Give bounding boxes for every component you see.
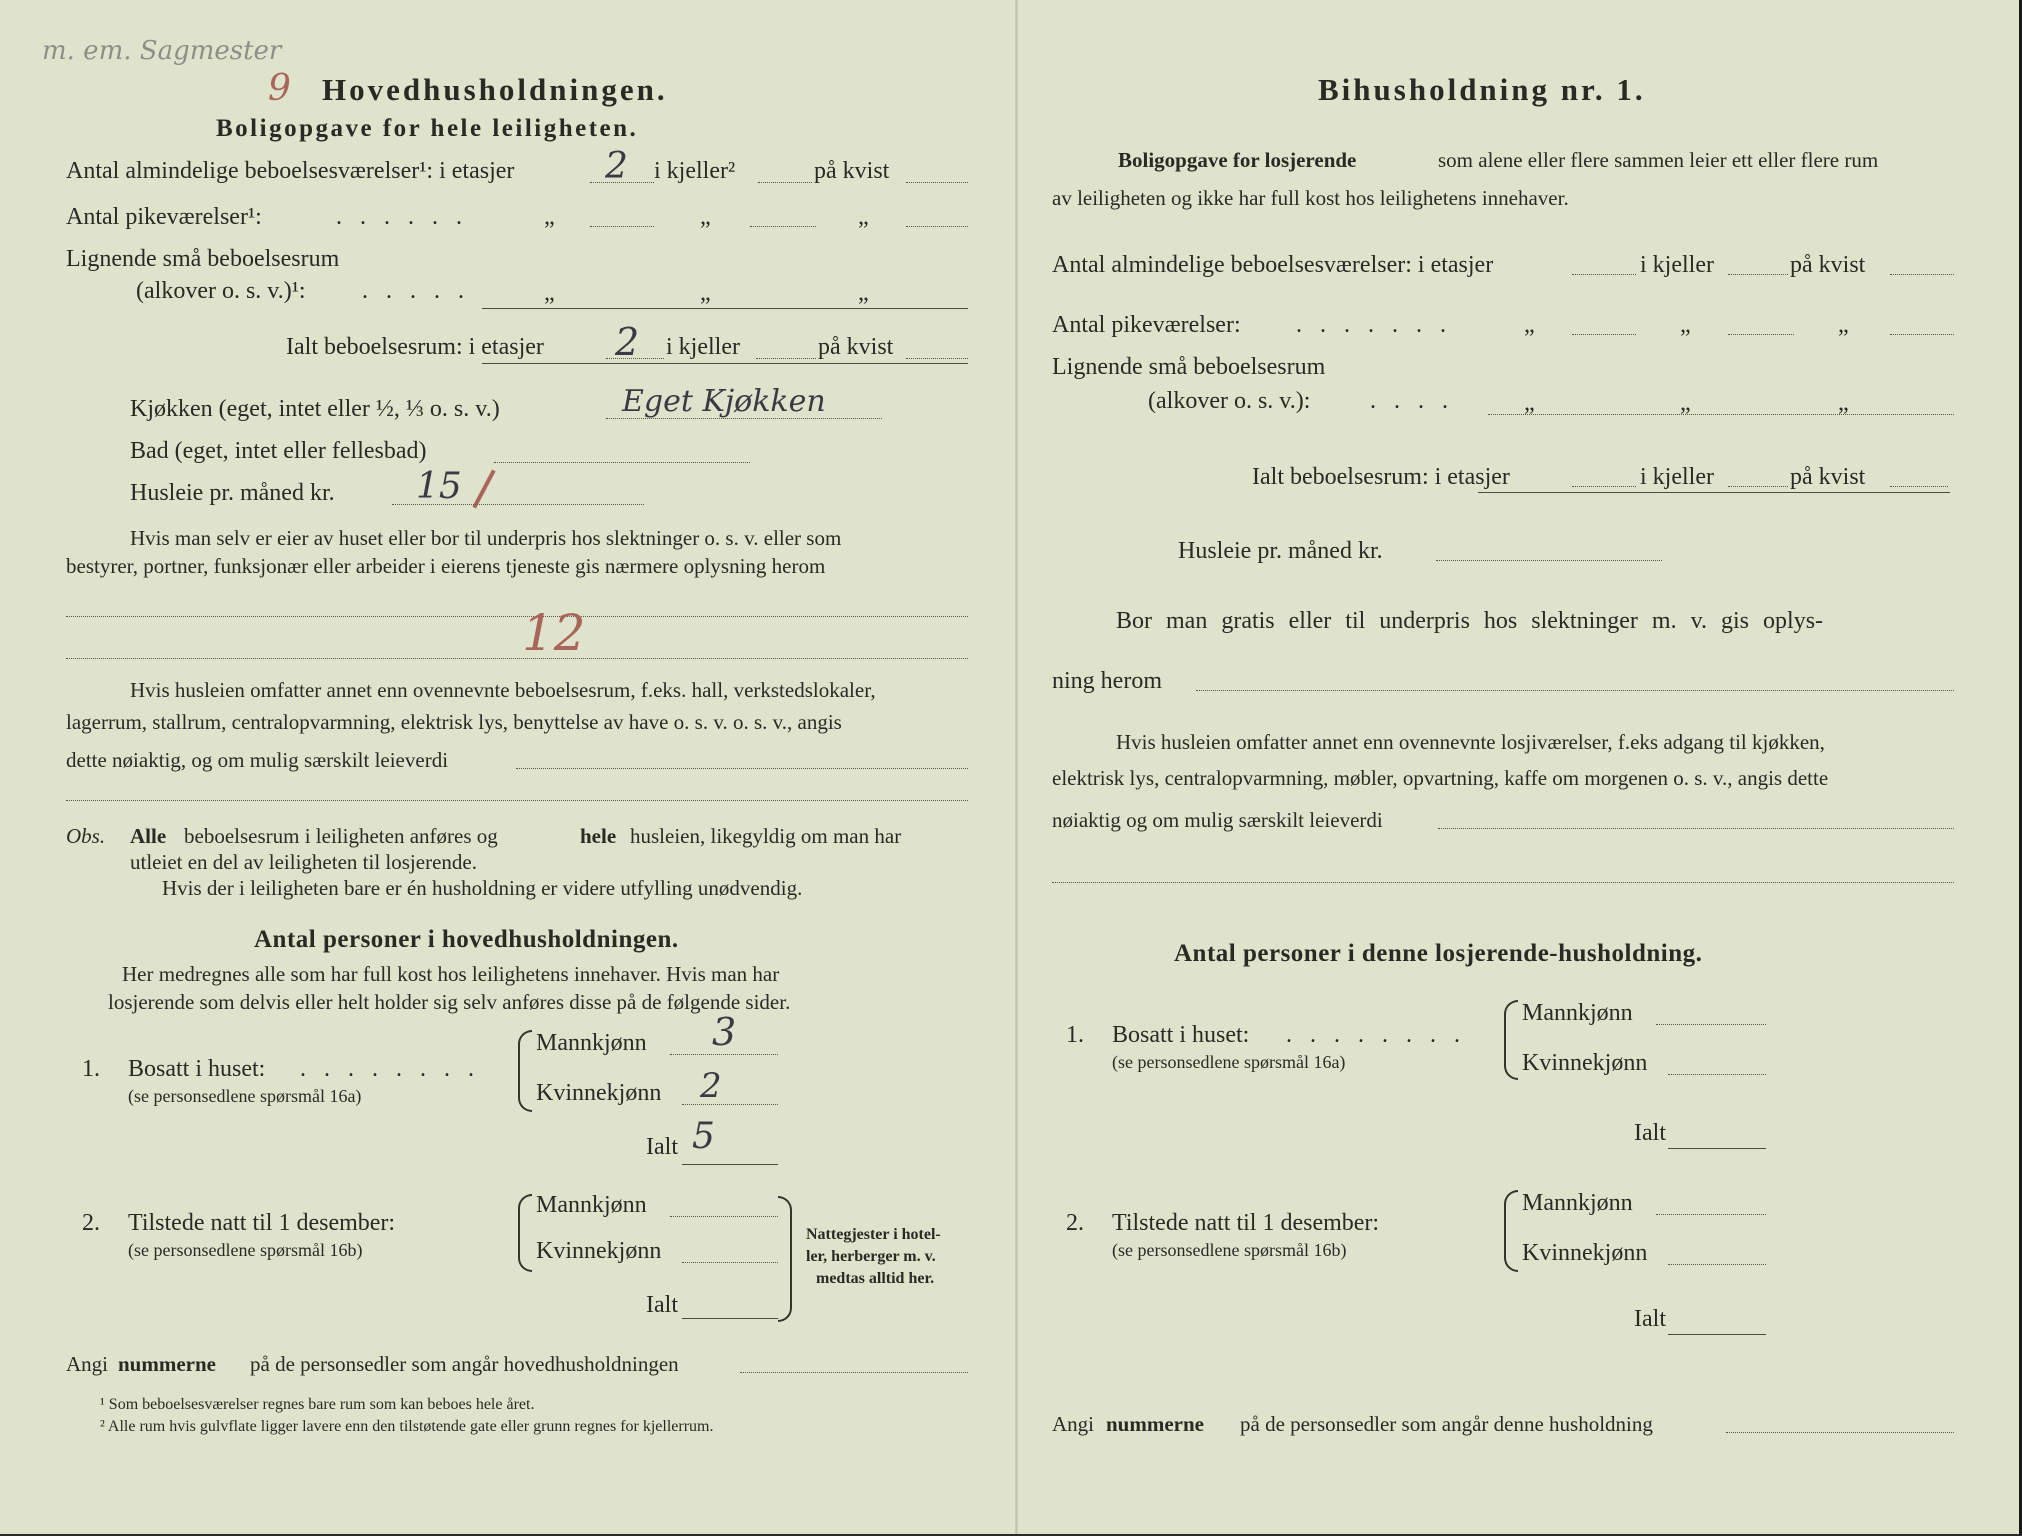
left-eier-line1: Hvis man selv er eier av huset eller bor til underpris hos slektninger o. s. v. eller som: [130, 526, 842, 550]
right-gratis-line2: ning herom: [1052, 668, 1162, 694]
left-ialt-label: Ialt beboelsesrum: i etasjer: [286, 334, 544, 360]
left-q1-ialt-value: 5: [692, 1116, 715, 1157]
left-q1-label: Bosatt i huset:: [128, 1056, 266, 1082]
left-red-note: 12: [522, 604, 586, 662]
right-omfatter-line2: elektrisk lys, centralopvarmning, møbler, opvartning, kaffe om morgenen o. s. v., angis dette: [1052, 766, 1829, 790]
left-ialt-kvist: på kvist: [818, 334, 894, 360]
right-intro-line1: som alene eller flere sammen leier ett eller flere rum: [1438, 148, 1879, 172]
footnote-1: ¹ Som beboelsesværelser regnes bare rum som kan beboes hele året.: [100, 1396, 535, 1413]
natt-note-line3: medtas alltid her.: [816, 1270, 935, 1287]
left-eier-line2: bestyrer, portner, funksjonær eller arbeider i eierens tjeneste gis nærmere oplysning herom: [66, 554, 826, 578]
left-persons-line1: Her medregnes alle som har full kost hos leilighetens innehaver. Hvis man har: [122, 962, 780, 986]
left-row3-label-a: Lignende små beboelsesrum: [66, 246, 340, 272]
left-omfatter-line1: Hvis husleien omfatter annet enn ovennevnte beboelsesrum, f.eks. hall, verkstedslokaler,: [130, 678, 876, 702]
right-q2-mann-label: Mannkjønn: [1522, 1190, 1633, 1216]
natt-note-line2: ler, herberger m. v.: [806, 1248, 936, 1265]
right-q1-mann-label: Mannkjønn: [1522, 1000, 1633, 1026]
left-row2-label: Antal pikeværelser¹:: [66, 204, 262, 230]
right-omfatter-line3: nøiaktig og om mulig særskilt leieverdi: [1052, 808, 1383, 832]
pencil-note: m. em. Sagmester: [42, 36, 282, 66]
left-q2-ialt-label: Ialt: [646, 1292, 678, 1318]
left-row1-kjeller: i kjeller²: [654, 158, 736, 184]
left-omfatter-line3: dette nøiaktig, og om mulig særskilt leieverdi: [66, 748, 449, 772]
left-q1-mann-label: Mannkjønn: [536, 1030, 647, 1056]
right-intro-bold: Boligopgave for losjerende: [1118, 148, 1357, 172]
right-row1-kjeller: i kjeller: [1640, 252, 1714, 278]
right-q2-label: Tilstede natt til 1 desember:: [1112, 1210, 1380, 1236]
left-angi-text: på de personsedler som angår hovedhusholdningen: [250, 1352, 679, 1376]
right-ialt-kvist: på kvist: [1790, 464, 1866, 490]
left-husleie-mark: [472, 470, 495, 509]
right-q2-kvinne-label: Kvinnekjønn: [1522, 1240, 1648, 1266]
left-row1-kvist: på kvist: [814, 158, 890, 184]
left-husleie-label: Husleie pr. måned kr.: [130, 480, 335, 506]
left-q2-sub: (se personsedlene spørsmål 16b): [128, 1240, 363, 1260]
left-q1-ialt-label: Ialt: [646, 1134, 678, 1160]
left-q1-kvinne-label: Kvinnekjønn: [536, 1080, 662, 1106]
left-bad-label: Bad (eget, intet eller fellesbad): [130, 438, 427, 464]
natt-note-line1: Nattegjester i hotel-: [806, 1226, 941, 1243]
right-q1-ialt-label: Ialt: [1634, 1120, 1666, 1146]
left-title: Hovedhusholdningen.: [322, 72, 668, 107]
right-q2-ialt-label: Ialt: [1634, 1306, 1666, 1332]
right-row1-kvist: på kvist: [1790, 252, 1866, 278]
right-q1-sub: (se personsedlene spørsmål 16a): [1112, 1052, 1346, 1072]
right-husleie-label: Husleie pr. måned kr.: [1178, 538, 1383, 564]
right-persons-heading: Antal personer i denne losjerende-husholdning.: [1174, 940, 1703, 967]
left-row3-label-b: (alkover o. s. v.)¹:: [136, 278, 306, 304]
left-row1-label: Antal almindelige beboelsesværelser¹: i etasjer: [66, 158, 515, 184]
left-persons-line2: losjerende som delvis eller helt holder sig selv anføres disse på de følgende sider.: [108, 990, 791, 1014]
obs-line3: Hvis der i leiligheten bare er én husholdning er videre utfylling unødvendig.: [162, 876, 803, 900]
right-intro-line2: av leiligheten og ikke har full kost hos leilighetens innehaver.: [1052, 186, 1569, 210]
left-row1-etasjer-value: 2: [605, 146, 628, 187]
footnote-2: ² Alle rum hvis gulvflate ligger lavere enn den tilstøtende gate eller grunn regnes for kjellerrum.: [100, 1418, 714, 1435]
left-omfatter-line2: lagerrum, stallrum, centralopvarmning, elektrisk lys, benyttelse av have o. s. v. o. s. v., angis: [66, 710, 842, 734]
obs-label: Obs.: [66, 824, 106, 848]
left-ialt-kjeller: i kjeller: [666, 334, 740, 360]
right-q2-sub: (se personsedlene spørsmål 16b): [1112, 1240, 1347, 1260]
obs-line2: utleiet en del av leiligheten til losjerende.: [130, 850, 477, 874]
left-q2-mann-label: Mannkjønn: [536, 1192, 647, 1218]
left-kjokken-label: Kjøkken (eget, intet eller ½, ⅓ o. s. v.): [130, 396, 500, 422]
left-q2-label: Tilstede natt til 1 desember:: [128, 1210, 396, 1236]
right-row3-label-b: (alkover o. s. v.):: [1148, 388, 1311, 414]
left-kjokken-value: Eget Kjøkken: [622, 384, 826, 419]
right-angi-text: på de personsedler som angår denne husholdning: [1240, 1412, 1653, 1436]
left-persons-heading: Antal personer i hovedhusholdningen.: [254, 926, 679, 953]
right-title: Bihusholdning nr. 1.: [1318, 72, 1646, 107]
left-q1-mann-value: 3: [712, 1010, 737, 1054]
left-husleie-value: 15: [416, 466, 462, 507]
center-fold: [1015, 0, 1018, 1536]
right-gratis-line1: Bor man gratis eller til underpris hos slektninger m. v. gis oplys-: [1116, 608, 1824, 634]
right-omfatter-line1: Hvis husleien omfatter annet enn ovennevnte losjiværelser, f.eks adgang til kjøkken,: [1116, 730, 1825, 754]
census-form-sheet: m. em. Sagmester 9 Hovedhusholdningen. Boligopgave for hele leiligheten. Antal almindelige beboelsesværelser¹: i etasjer 2 i kjeller² på kvist Antal pikeværelser¹: . . . . . . „ „ „ Lignende små beboelsesrum (alkover o. s. v.)¹: . . . . . „ „ „ Ialt beboelsesrum: i etasjer 2 i kjeller på kvist Kjøkken (eget, intet eller ½, ⅓ o. s. v.) Eget Kjøkken Bad (eget, intet eller fellesbad) Husleie pr. måned kr. 15 Hvis man selv er eier av huset eller bor til underpris hos slektninger o. s. v. eller som bestyrer, portner, funksjonær eller arbeider i eierens tjeneste gis nærmere oplysning herom 12 Hvis husleien omfatter annet enn ovennevnte beboelsesrum, f.eks. hall, verkstedslokaler, lagerrum, stallrum, centralopvarmning, elektrisk lys, benyttelse av have o. s. v. o. s. v., angis dette nøiaktig, og om mulig særskilt leieverdi Obs. Alle beboelsesrum i leiligheten anføres og hele husleien, likegyldig om man har utleiet en del av leiligheten til losjerende. Hvis der i leiligheten bare er én husholdning er videre utfylling unødvendig. Antal personer i hovedhusholdningen. Her medregnes alle som har full kost hos leilighetens innehaver. Hvis man har losjerende som delvis eller helt holder sig selv anføres disse på de følgende sider. 1. Bosatt i huset: . . . . . . . . (se personsedlene spørsmål 16a) Mannkjønn 3 Kvinnekjønn 2 Ialt 5 2. Tilstede natt til 1 desember: (se personsedlene spørsmål 16b) Mannkjønn Kvinnekjønn Ialt Nattegjester i hotel- ler, herberger m. v. medtas alltid her. Angi nummerne på de personsedler som angår hovedhusholdningen ¹ Som beboelsesværelser regnes bare rum som kan beboes hele året. ² Alle rum hvis gulvflate ligger lavere enn den tilstøtende gate eller grunn regnes for kjellerrum. Bihusholdning nr. 1. Boligopgave for losjerende som alene eller flere sammen leier ett eller flere rum av leiligheten og ikke har full kost hos leilighetens innehaver. Antal almindelige beboelsesværelser: i etasjer i kjeller på kvist Antal pikeværelser: . . . . . . . „ „ „ Lignende små beboelsesrum (alkover o. s. v.): . . . . „ „ „ Ialt beboelsesrum: i etasjer i kjeller på kvist Husleie pr. måned kr. Bor man gratis eller til underpris hos slektninger m. v. gis oplys- ning herom Hvis husleien omfatter annet enn ovennevnte losjiværelser, f.eks adgang til kjøkken, elektrisk lys, centralopvarmning, møbler, opvartning, kaffe om morgenen o. s. v., angis dette nøiaktig og om mulig særskilt leieverdi Antal personer i denne losjerende-husholdning. 1. Bosatt i huset: . . . . . . . . (se personsedlene spørsmål 16a) Mannkjønn Kvinnekjønn Ialt 2. Tilstede natt til 1 desember: (se personsedlene spørsmål 16b) Mannkjønn Kvinnekjønn Ialt Angi nummerne på de personsedler som angår denne husholdning: [0, 0, 2022, 1536]
right-row3-label-a: Lignende små beboelsesrum: [1052, 354, 1326, 380]
left-q1-kvinne-value: 2: [700, 1066, 722, 1106]
left-q2-kvinne-label: Kvinnekjønn: [536, 1238, 662, 1264]
right-row2-label: Antal pikeværelser:: [1052, 312, 1241, 338]
right-q1-kvinne-label: Kvinnekjønn: [1522, 1050, 1648, 1076]
left-subtitle: Boligopgave for hele leiligheten.: [216, 115, 639, 142]
right-ialt-label: Ialt beboelsesrum: i etasjer: [1252, 464, 1510, 490]
left-q1-sub: (se personsedlene spørsmål 16a): [128, 1086, 362, 1106]
right-ialt-kjeller: i kjeller: [1640, 464, 1714, 490]
left-ialt-etasjer-value: 2: [615, 320, 640, 364]
right-row1-label: Antal almindelige beboelsesværelser: i etasjer: [1052, 252, 1494, 278]
right-q1-label: Bosatt i huset:: [1112, 1022, 1250, 1048]
page-number: 9: [268, 68, 291, 109]
